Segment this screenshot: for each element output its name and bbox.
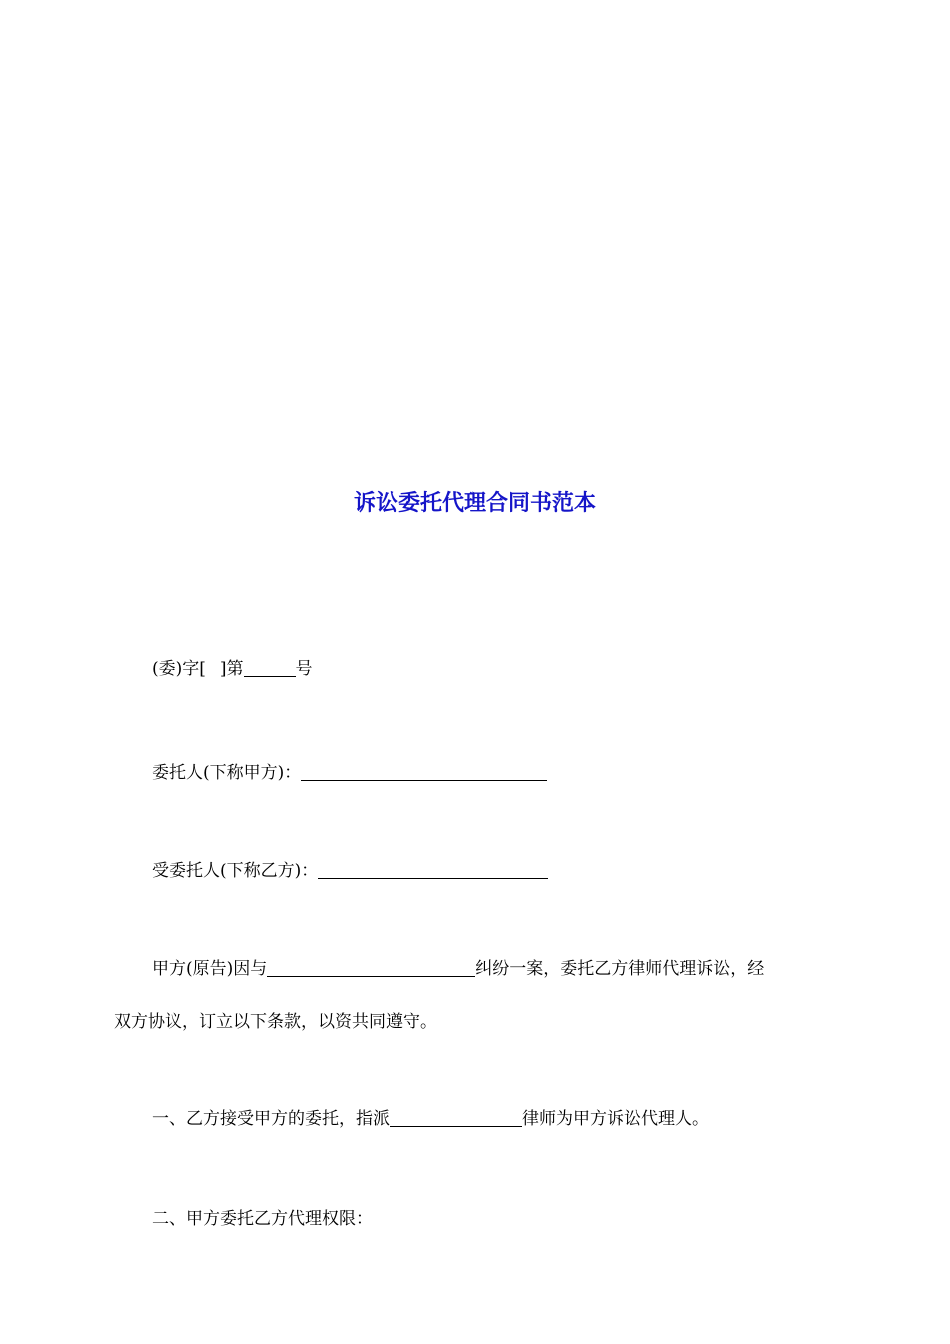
case-prefix: 甲方(原告)因与 xyxy=(152,959,268,979)
ref-suffix: 号 xyxy=(295,659,313,679)
reference-number-line xyxy=(152,656,313,682)
clause-2: 二、甲方委托乙方代理权限： xyxy=(152,1209,373,1229)
principal-name-blank xyxy=(301,762,547,781)
clause-1-suffix: 律师为甲方诉讼代理人。 xyxy=(522,1109,709,1129)
document-title: 诉讼委托代理合同书范本 xyxy=(353,490,596,516)
agent-name-blank xyxy=(318,860,548,879)
case-paragraph-line-2: 双方协议，订立以下条款，以资共同遵守。 xyxy=(114,1012,437,1032)
agent-label: 受委托人(下称乙方)： xyxy=(152,861,319,881)
ref-number-blank xyxy=(244,658,296,677)
clause-1-prefix: 一、乙方接受甲方的委托，指派 xyxy=(152,1109,390,1129)
lawyer-name-blank xyxy=(390,1108,522,1127)
case-opponent-blank xyxy=(267,958,475,977)
ref-middle: ]第 xyxy=(219,659,244,679)
clause-1 xyxy=(152,1106,709,1132)
ref-prefix: (委)字[ xyxy=(152,659,206,679)
case-suffix: 纠纷一案，委托乙方律师代理诉讼，经 xyxy=(475,959,765,979)
case-paragraph-line-1 xyxy=(152,956,764,982)
principal-label: 委托人(下称甲方)： xyxy=(152,763,302,783)
agent-line xyxy=(152,858,548,884)
principal-line xyxy=(152,760,547,786)
